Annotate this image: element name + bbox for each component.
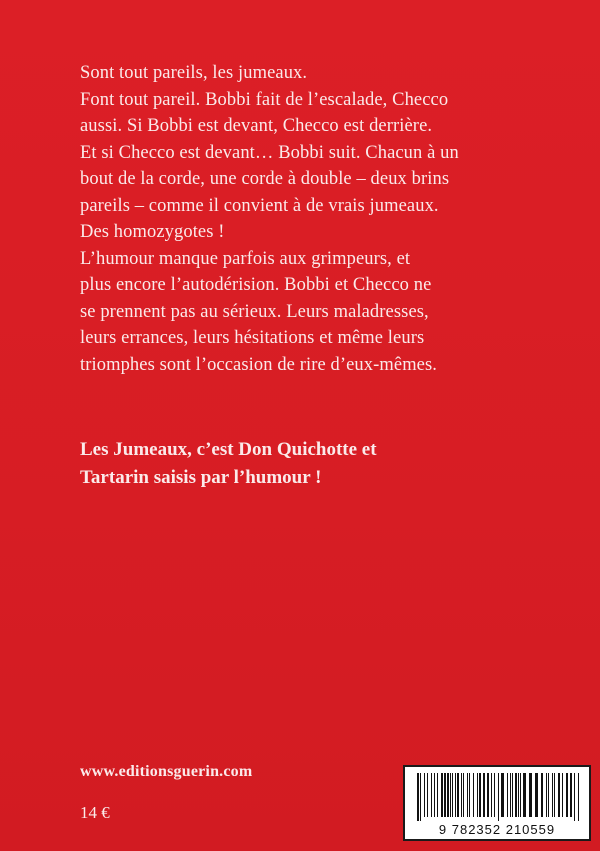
blurb-line: L’humour manque parfois aux grimpeurs, et <box>80 248 411 269</box>
blurb-line: triomphes sont l’occasion de rire d’eux-mêmes. <box>80 354 438 375</box>
barcode-bar <box>461 773 462 817</box>
barcode-bar <box>444 773 446 817</box>
barcode-bar <box>512 773 513 817</box>
barcode-bar <box>529 773 532 817</box>
barcode-bar <box>477 773 478 817</box>
blurb-line: Et si Checco est devant… Bobbi suit. Chacun à un <box>80 142 459 163</box>
blurb-line: Font tout pareil. Bobbi fait de l’escalade, Checco <box>80 89 449 110</box>
barcode-bar <box>469 773 470 817</box>
barcode-bar <box>523 773 526 817</box>
barcode-bars <box>415 773 583 821</box>
barcode-bar <box>498 773 499 821</box>
blurb-line: bout de la corde, une corde à double – deux brins <box>80 169 450 189</box>
barcode-bar <box>437 773 438 817</box>
barcode-bar <box>574 773 575 821</box>
blurb-line: pareils – comme il convient à de vrais jumeaux. <box>80 195 439 216</box>
barcode-bar <box>457 773 459 817</box>
barcode-bar <box>424 773 425 817</box>
isbn-barcode <box>403 765 591 841</box>
tagline-line-1: Les Jumeaux, c’est Don Quichotte et <box>80 439 377 460</box>
price-label: 14 € <box>80 803 110 822</box>
barcode-bar <box>447 773 449 817</box>
tagline-line-2: Tartarin saisis par l’humour ! <box>80 467 322 488</box>
barcode-bar <box>552 773 553 817</box>
barcode-bar <box>431 773 432 817</box>
barcode-bar <box>510 773 511 817</box>
barcode-bar <box>417 773 419 821</box>
barcode-bar <box>455 773 456 817</box>
barcode-bar <box>515 773 517 817</box>
barcode-bar <box>452 773 453 817</box>
barcode-bar <box>535 773 538 817</box>
barcode-bar <box>479 773 481 817</box>
publisher-website: www.editionsguerin.com <box>80 763 253 780</box>
barcode-bar <box>441 773 443 817</box>
barcode-bar <box>562 773 563 817</box>
blurb-line: aussi. Si Bobbi est devant, Checco est derrière. <box>80 116 433 136</box>
blurb-text <box>80 60 540 378</box>
blurb-line: Sont tout pareils, les jumeaux. <box>80 63 308 83</box>
blurb-line: leurs errances, leurs hésitations et même leurs <box>80 328 425 348</box>
barcode-bar <box>483 773 485 817</box>
barcode-bar <box>434 773 435 817</box>
barcode-bar <box>570 773 572 817</box>
barcode-bar <box>473 773 474 817</box>
barcode-bar <box>491 773 492 817</box>
barcode-bar <box>427 773 428 817</box>
barcode-bar <box>450 773 451 817</box>
barcode-bar <box>501 773 504 817</box>
barcode-bar <box>566 773 568 817</box>
barcode-bar <box>420 773 421 821</box>
barcode-bar <box>494 773 495 817</box>
barcode-bar <box>463 773 464 817</box>
barcode-bar <box>487 773 489 817</box>
barcode-bar <box>541 773 543 817</box>
barcode-bar <box>518 773 519 817</box>
isbn-number: 9 782352 210559 <box>438 822 556 837</box>
barcode-bar <box>578 773 579 821</box>
barcode-bar <box>558 773 560 817</box>
tagline <box>80 436 560 492</box>
blurb-line: Des homozygotes ! <box>80 222 225 242</box>
barcode-bar <box>520 773 521 817</box>
barcode-bar <box>546 773 547 817</box>
barcode-bar <box>548 773 549 817</box>
barcode-bar <box>467 773 468 817</box>
barcode-bar <box>554 773 555 817</box>
barcode-bar <box>507 773 508 817</box>
blurb-line: plus encore l’autodérision. Bobbi et Checco ne <box>80 275 432 295</box>
blurb-line: se prennent pas au sérieux. Leurs maladresses, <box>80 301 429 322</box>
